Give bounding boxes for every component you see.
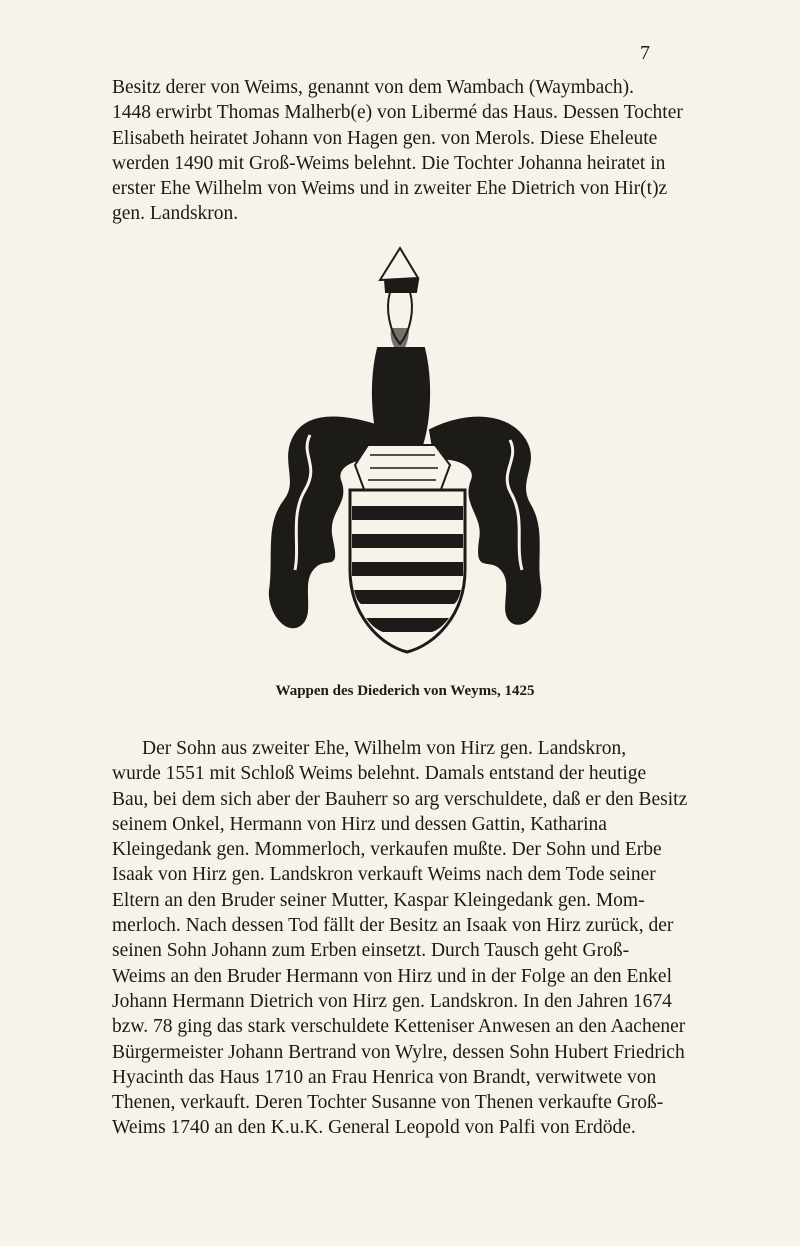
text-line: Elisabeth heiratet Johann von Hagen gen. von Merols. Diese Eheleute: [112, 127, 658, 149]
text-line: seinen Sohn Johann zum Erben einsetzt. Durch Tausch geht Groß-: [112, 940, 630, 962]
text-line: gen. Landskron.: [112, 203, 239, 225]
text-line: Eltern an den Bruder seiner Mutter, Kaspar Kleingedank gen. Mom-: [112, 889, 645, 911]
text-line: Besitz derer von Weims, genannt von dem Wambach (Waymbach).: [112, 77, 634, 98]
text-line: werden 1490 mit Groß-Weims belehnt. Die Tochter Johanna heiratet in: [112, 152, 666, 174]
text-line: Kleingedank gen. Mommerloch, verkaufen mußte. Der Sohn und Erbe: [112, 839, 662, 861]
text-line: Hyacinth das Haus 1710 an Frau Henrica von Brandt, verwitwete von: [112, 1066, 657, 1088]
text-line: Weims 1740 an den K.u.K. General Leopold von Palfi von Erdöde.: [112, 1117, 636, 1139]
text-line: seinem Onkel, Hermann von Hirz und dessen Gattin, Katharina: [112, 813, 607, 835]
text-line: Johann Hermann Dietrich von Hirz gen. Landskron. In den Jahren 1674: [112, 990, 672, 1012]
text-line: Bau, bei dem sich aber der Bauherr so arg verschuldete, daß er den Besitz: [112, 788, 688, 810]
text-line: erster Ehe Wilhelm von Weims und in zweiter Ehe Dietrich von Hir(t)z: [112, 178, 668, 200]
figure-caption: Wappen des Diederich von Weyms, 1425: [275, 683, 535, 699]
text-line: merloch. Nach dessen Tod fällt der Besitz an Isaak von Hirz zurück, der: [112, 915, 674, 937]
text-line: Isaak von Hirz gen. Landskron verkauft Weims nach dem Tode seiner: [112, 864, 656, 886]
page-number: 7: [640, 42, 650, 64]
text-line: Thenen, verkauft. Deren Tochter Susanne von Thenen verkaufte Groß-: [112, 1092, 664, 1114]
text-line: Weims an den Bruder Hermann von Hirz und in der Folge an den Enkel: [112, 965, 672, 987]
crest-body: [373, 348, 429, 445]
text-line: Bürgermeister Johann Bertrand von Wylre, dessen Sohn Hubert Friedrich: [112, 1041, 685, 1063]
coat-of-arms-illustration: [240, 240, 570, 680]
paragraph-intro: [112, 75, 686, 227]
text-line: bzw. 78 ging das stark verschuldete Ketteniser Anwesen an den Aachener: [112, 1016, 686, 1038]
text-line: wurde 1551 mit Schloß Weims belehnt. Damals entstand der heutige: [112, 763, 647, 785]
text-line: Der Sohn aus zweiter Ehe, Wilhelm von Hirz gen. Landskron,: [142, 738, 627, 759]
crest-hat: [380, 248, 418, 280]
paragraph-main: [112, 736, 686, 1141]
text-line: 1448 erwirbt Thomas Malherb(e) von Libermé das Haus. Dessen Tochter: [112, 102, 683, 124]
